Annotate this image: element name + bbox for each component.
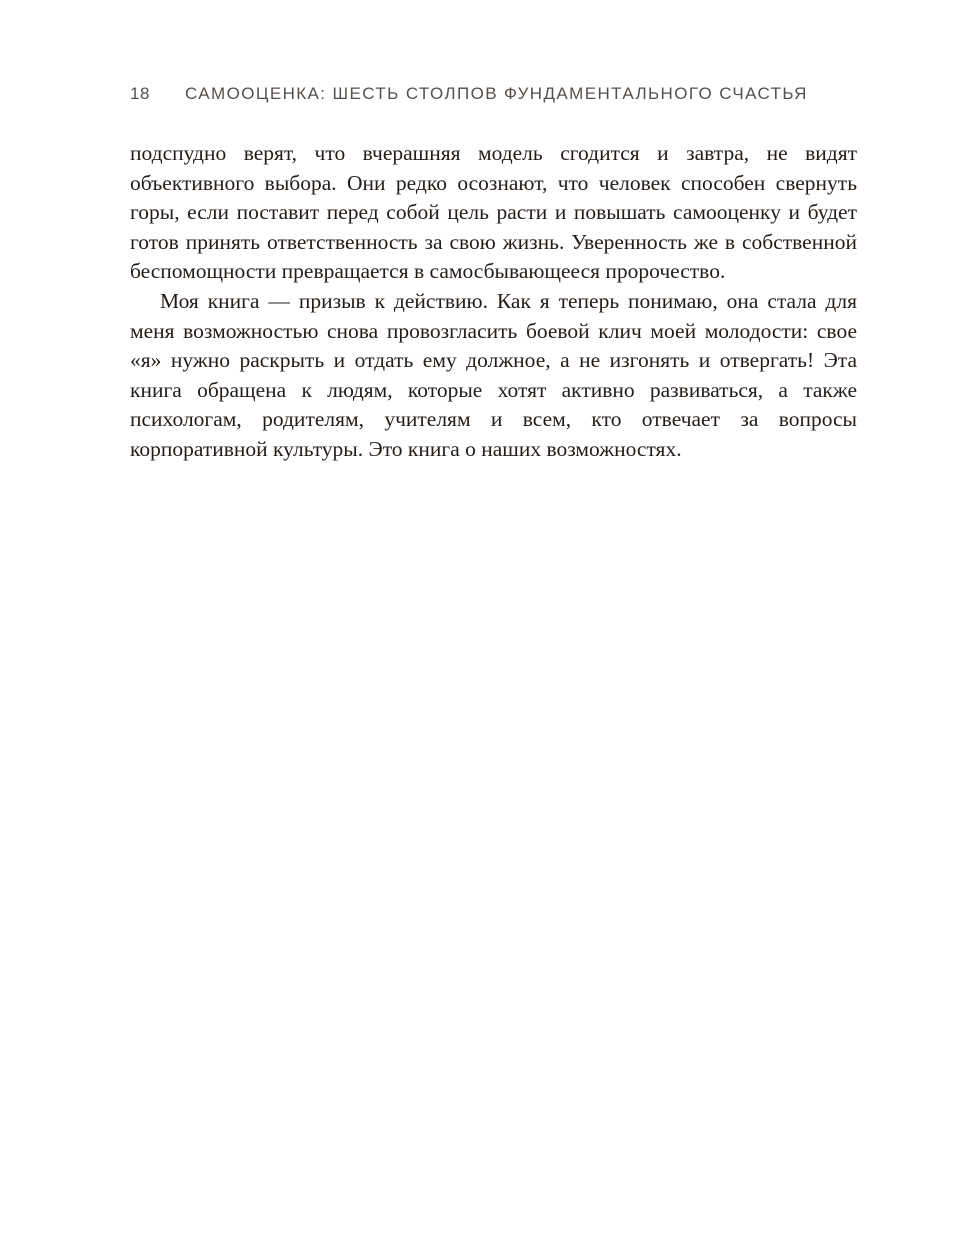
page-number: 18 [130, 84, 150, 103]
running-head-title: САМООЦЕНКА: ШЕСТЬ СТОЛПОВ ФУНДАМЕНТАЛЬНОГО СЧАСТЬЯ [185, 84, 808, 103]
running-header [130, 84, 867, 104]
paragraph-continuation: подспудно верят, что вчерашняя модель сгодится и завтра, не видят объективного выбора. Они редко осознают, что человек способен свернуть горы, если поставит перед собой цель расти и повышать самооценку и будет готов принять ответственность за свою жизнь. Уверенность же в собственной беспомощности превращается в самосбывающееся пророчество. [130, 141, 857, 284]
paragraph-new: Моя книга — призыв к действию. Как я теперь понимаю, она стала для меня возможностью снова провозгласить боевой клич моей молодости: свое «я» нужно раскрыть и отдать ему должное, а не изгонять и отвергать! Эта книга обращена к людям, которые хотят активно развиваться, а также психологам, родителям, учителям и всем, кто отвечает за вопросы корпоративной культуры. Это книга о наших возможностях. [130, 288, 857, 461]
body-text-block [130, 139, 857, 465]
